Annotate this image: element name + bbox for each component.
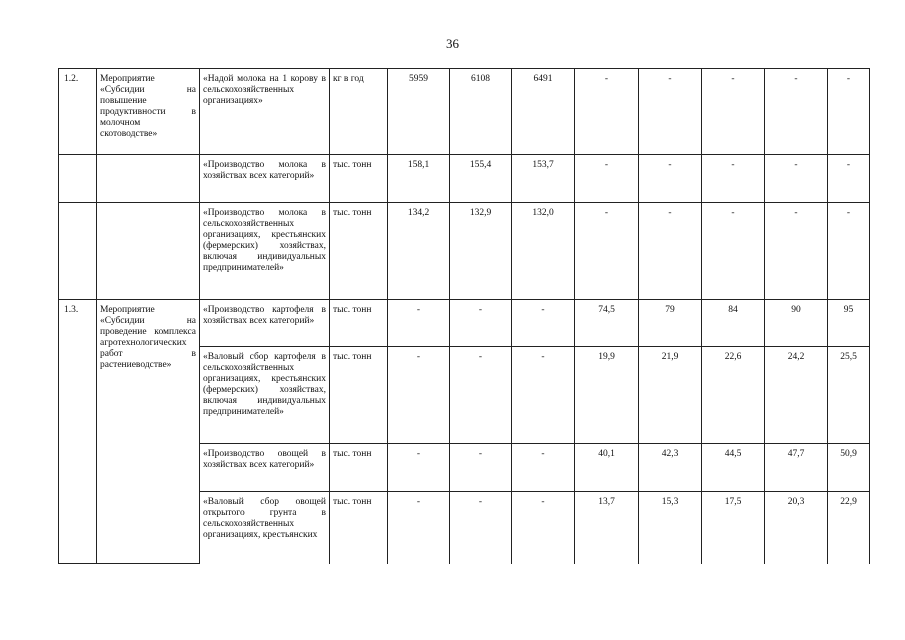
value-cell: - (702, 155, 765, 203)
page-number: 36 (446, 36, 459, 51)
value-cell: - (639, 203, 702, 300)
value-cell: - (765, 69, 828, 155)
event-name (97, 155, 200, 203)
value-cell: 50,9 (828, 444, 870, 492)
unit-cell: тыс. тонн (330, 300, 388, 347)
value-cell: 42,3 (639, 444, 702, 492)
value-cell: 44,5 (702, 444, 765, 492)
value-cell: - (639, 155, 702, 203)
value-cell: - (512, 492, 575, 564)
value-cell: 22,9 (828, 492, 870, 564)
value-cell: - (388, 492, 450, 564)
indicator-name: «Надой молока на 1 корову в сельскохозяйственных организациях» (200, 69, 330, 155)
value-cell: - (450, 492, 512, 564)
value-cell: 21,9 (639, 347, 702, 444)
value-cell: 79 (639, 300, 702, 347)
unit-cell: тыс. тонн (330, 347, 388, 444)
value-cell: - (450, 300, 512, 347)
row-number: 1.2. (59, 69, 97, 155)
indicator-name: «Валовый сбор картофеля в сельскохозяйственных организациях, крестьянских (фермерских) хозяйствах, включая индивидуальных предпринимателей» (200, 347, 330, 444)
unit-cell: тыс. тонн (330, 203, 388, 300)
unit-cell: тыс. тонн (330, 155, 388, 203)
value-cell: 158,1 (388, 155, 450, 203)
value-cell: 15,3 (639, 492, 702, 564)
value-cell: 40,1 (575, 444, 639, 492)
indicator-name: «Производство молока в хозяйствах всех категорий» (200, 155, 330, 203)
value-cell: - (702, 203, 765, 300)
value-cell: 13,7 (575, 492, 639, 564)
value-cell: - (512, 444, 575, 492)
indicators-table (58, 68, 870, 564)
event-name: Мероприятие «Субсидии на проведение комплекса агротехнологических работ в растениеводстве» (97, 300, 200, 564)
value-cell: - (575, 69, 639, 155)
value-cell: 17,5 (702, 492, 765, 564)
value-cell: - (450, 444, 512, 492)
unit-cell: тыс. тонн (330, 492, 388, 564)
indicator-name: «Производство овощей в хозяйствах всех категорий» (200, 444, 330, 492)
value-cell: 6108 (450, 69, 512, 155)
value-cell: 134,2 (388, 203, 450, 300)
row-number: 1.3. (59, 300, 97, 564)
value-cell: - (388, 300, 450, 347)
table-row (59, 300, 870, 347)
value-cell: 84 (702, 300, 765, 347)
table-row (59, 203, 870, 300)
value-cell: 153,7 (512, 155, 575, 203)
value-cell: - (702, 69, 765, 155)
value-cell: - (575, 155, 639, 203)
event-name: Мероприятие «Субсидии на повышение продуктивности в молочном скотоводстве» (97, 69, 200, 155)
value-cell: - (388, 347, 450, 444)
value-cell: - (450, 347, 512, 444)
value-cell: - (512, 300, 575, 347)
value-cell: 155,4 (450, 155, 512, 203)
row-number (59, 203, 97, 300)
table-row (59, 69, 870, 155)
value-cell: 74,5 (575, 300, 639, 347)
value-cell: 47,7 (765, 444, 828, 492)
value-cell: 132,0 (512, 203, 575, 300)
indicator-name: «Производство молока в сельскохозяйственных организациях, крестьянских (фермерских) хозяйствах, включая индивидуальных предпринимателей» (200, 203, 330, 300)
value-cell: 19,9 (575, 347, 639, 444)
value-cell: - (828, 155, 870, 203)
value-cell: - (765, 155, 828, 203)
value-cell: 25,5 (828, 347, 870, 444)
table-row (59, 155, 870, 203)
value-cell: - (388, 444, 450, 492)
value-cell: - (765, 203, 828, 300)
value-cell: 20,3 (765, 492, 828, 564)
value-cell: - (512, 347, 575, 444)
indicator-name: «Валовый сбор овощей открытого грунта в сельскохозяйственных организациях, крестьянских (200, 492, 330, 564)
value-cell: - (575, 203, 639, 300)
value-cell: 6491 (512, 69, 575, 155)
value-cell: 22,6 (702, 347, 765, 444)
value-cell: - (828, 69, 870, 155)
indicator-name: «Производство картофеля в хозяйствах всех категорий» (200, 300, 330, 347)
value-cell: 5959 (388, 69, 450, 155)
event-name (97, 203, 200, 300)
value-cell: 95 (828, 300, 870, 347)
value-cell: 90 (765, 300, 828, 347)
value-cell: 24,2 (765, 347, 828, 444)
value-cell: 132,9 (450, 203, 512, 300)
unit-cell: тыс. тонн (330, 444, 388, 492)
value-cell: - (828, 203, 870, 300)
row-number (59, 155, 97, 203)
value-cell: - (639, 69, 702, 155)
unit-cell: кг в год (330, 69, 388, 155)
